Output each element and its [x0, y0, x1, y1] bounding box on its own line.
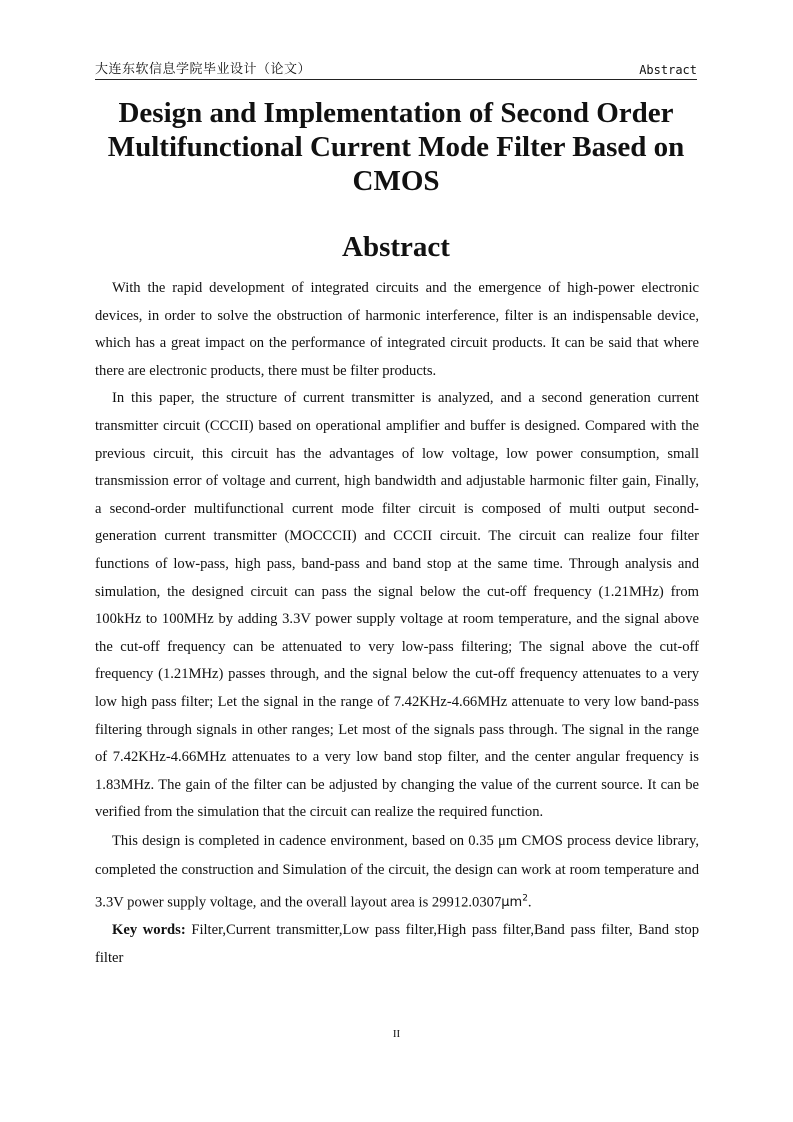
header-institution: 大连东软信息学院毕业设计（论文）: [95, 62, 312, 77]
abstract-paragraph-3: [95, 827, 699, 917]
abstract-paragraph-2: In this paper, the structure of current transmitter is analyzed, and a second generation current transmitter circuit (CCCII) based on operational amplifier and buffer is designed. Compared with the previous circuit, this circuit has the advantages of low voltage, low power consumption, small transmission error of voltage and current, high bandwidth and adjustable harmonic filter gain, Finally, a second-order multifunctional current mode filter circuit is composed of multi output second-generation current transmitter (MOCCCII) and CCCII circuit. The circuit can realize four filter functions of low-pass, high pass, band-pass and band stop at the same time. Through analysis and simulation, the designed circuit can pass the signal below the cut-off frequency (1.21MHz) from 100kHz to 100MHz by adding 3.3V power supply voltage at room temperature, and the signal above the cut-off frequency can be attenuated to very low-pass filtering; The signal above the cut-off frequency (1.21MHz) passes through, and the signal below the cut-off frequency attenuates to a very low high pass filter; Let the signal in the range of 7.42KHz-4.66MHz attenuate to very low band-pass filtering through signals in other ranges; Let most of the signals pass through. The signal in the range of 7.42KHz-4.66MHz attenuates to a very low band stop filter, and the center angular frequency is 1.83MHz. The gain of the filter can be adjusted by changing the value of the current source. It can be verified from the simulation that the circuit can realize the required function.: [95, 390, 699, 821]
running-header: [95, 57, 697, 80]
header-section: Abstract: [639, 63, 697, 77]
title-line-1: Design and Implementation of Second Order: [118, 97, 674, 129]
keywords-list: Filter,Current transmitter,Low pass filter,High pass filter,Band pass filter, Band stop filter: [95, 922, 699, 966]
area-unit: [501, 895, 528, 910]
area-unit-base: μm: [501, 895, 523, 911]
paragraph-3-end: .: [527, 894, 532, 911]
abstract-body: [95, 275, 699, 972]
title-line-3: CMOS: [352, 165, 440, 197]
abstract-paragraph-1: With the rapid development of integrated circuits and the emergence of high-power electronic devices, in order to solve the obstruction of harmonic interference, filter is an indispensable device, which has a great impact on the performance of integrated circuit products. It can be said that where there are electronic products, there must be filter products.: [95, 280, 699, 379]
page-number: II: [392, 1028, 401, 1040]
abstract-heading: Abstract: [342, 231, 450, 263]
paragraph-3-text: This design is completed in cadence environment, based on 0.35 μm CMOS process device library, completed the construction and Simulation of the circuit, the design can work at room temperature and 3.3V power supply voltage, and the overall layout area is 29912.0307: [95, 832, 699, 911]
title-line-2: Multifunctional Current Mode Filter Based on: [107, 131, 685, 163]
area-unit-exponent: 2: [522, 893, 528, 904]
paper-title: [95, 96, 697, 198]
keywords-label: Key words:: [112, 922, 186, 939]
keywords-paragraph: [95, 917, 699, 972]
